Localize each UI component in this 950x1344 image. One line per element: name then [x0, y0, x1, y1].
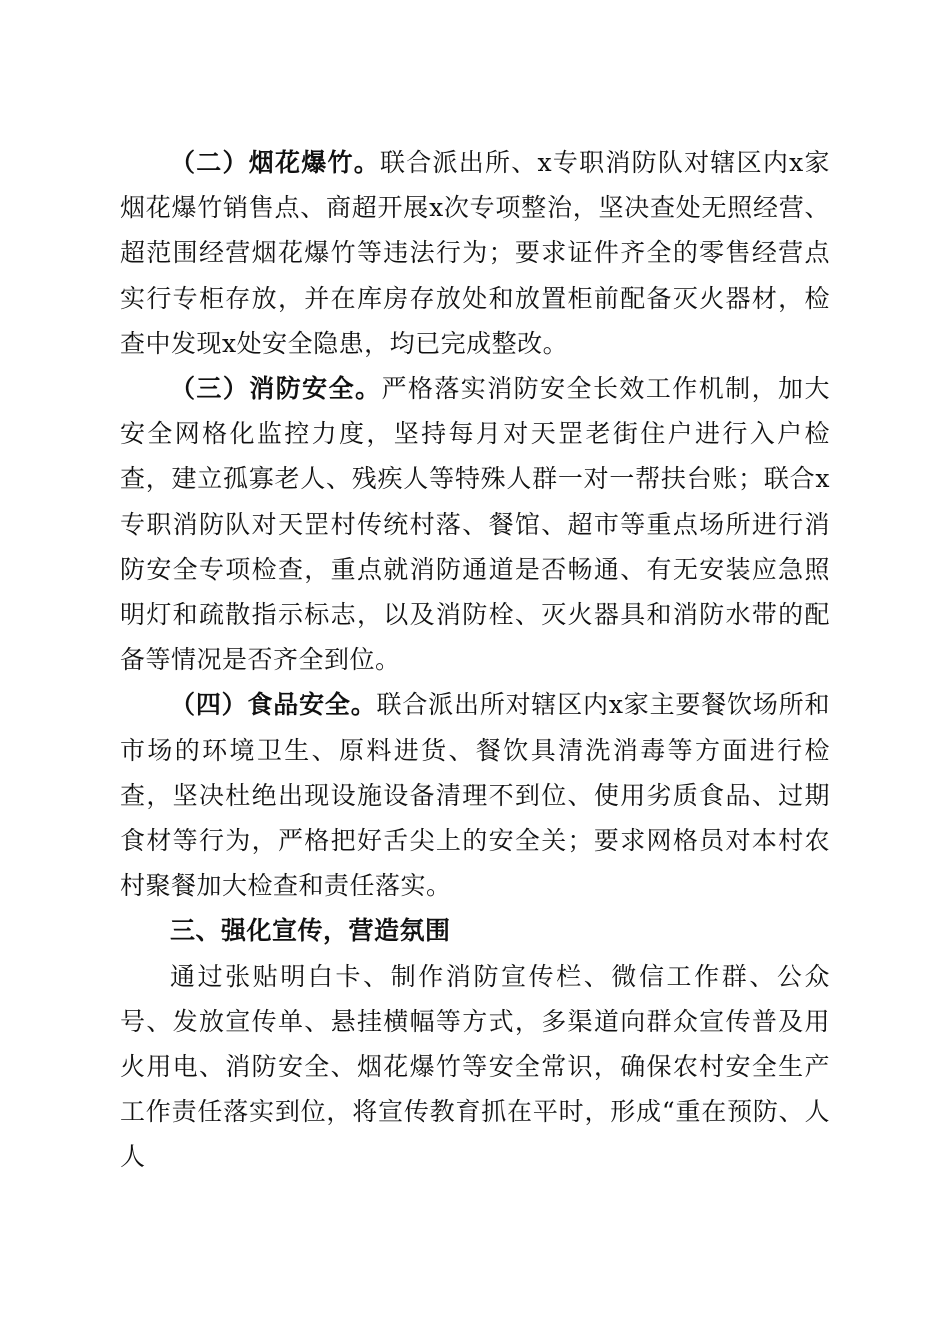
document-body	[120, 140, 830, 1180]
paragraph-fire-safety	[120, 366, 830, 682]
paragraph-text-fireworks: 联合派出所、x专职消防队对辖区内x家烟花爆竹销售点、商超开展x次专项整治，坚决查处无照经营、超范围经营烟花爆竹等违法行为；要求证件齐全的零售经营点实行专柜存放，并在库房存放处和放置柜前配备灭火器材，检查中发现x处安全隐患，均已完成整改。	[120, 148, 830, 358]
paragraph-lead-fireworks: （二）烟花爆竹。	[170, 148, 381, 177]
section-heading: 三、强化宣传，营造氛围	[170, 916, 451, 946]
paragraph-fireworks	[120, 140, 830, 366]
paragraph-lead-fire-safety: （三）消防安全。	[170, 374, 382, 404]
paragraph-text-food-safety: 联合派出所对辖区内x家主要餐饮场所和市场的环境卫生、原料进货、餐饮具清洗消毒等方面进行检查，坚决杜绝出现设施设备清理不到位、使用劣质食品、过期食材等行为，严格把好舌尖上的安全关；要求网格员对本村农村聚餐加大检查和责任落实。	[120, 690, 830, 901]
paragraph-lead-food-safety: （四）食品安全。	[170, 690, 377, 720]
paragraph-publicity: 通过张贴明白卡、制作消防宣传栏、微信工作群、公众号、发放宣传单、悬挂横幅等方式，多渠道向群众宣传普及用火用电、消防安全、烟花爆竹等安全常识，确保农村安全生产工作责任落实到位，将宣传教育抓在平时，形成“重在预防、人人	[120, 961, 830, 1172]
paragraph-food-safety	[120, 682, 830, 908]
paragraph-text-fire-safety: 严格落实消防安全长效工作机制，加大安全网格化监控力度，坚持每月对天罡老街住户进行入户检查，建立孤寡老人、残疾人等特殊人群一对一帮扶台账；联合x专职消防队对天罡村传统村落、餐馆、超市等重点场所进行消防安全专项检查，重点就消防通道是否畅通、有无安装应急照明灯和疏散指示标志，以及消防栓、灭火器具和消防水带的配备等情况是否齐全到位。	[120, 374, 830, 675]
